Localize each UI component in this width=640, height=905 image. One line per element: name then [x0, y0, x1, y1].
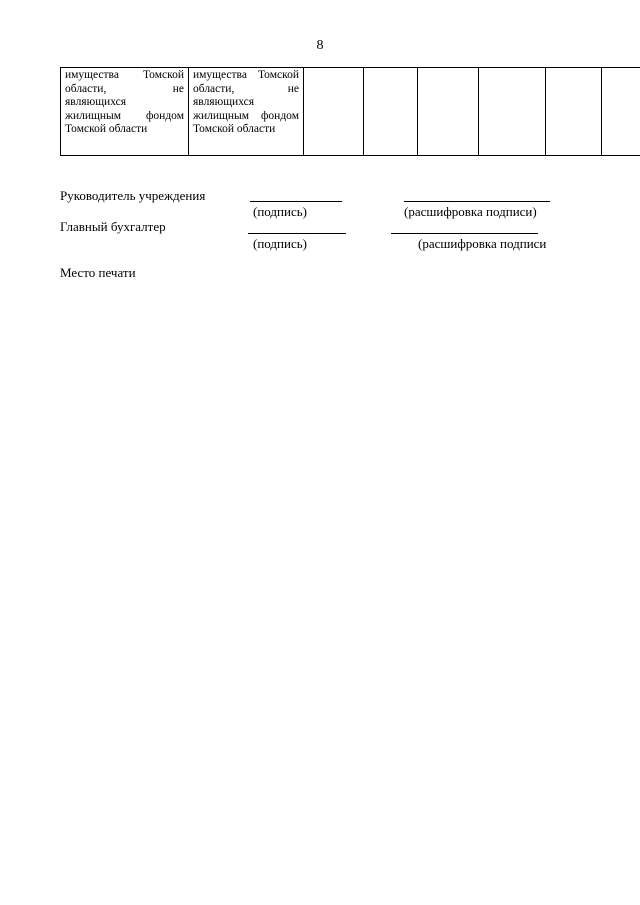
head-decode-caption: (расшифровка подписи): [404, 204, 537, 219]
stamp-label: Место печати: [60, 265, 136, 280]
table-row: [61, 68, 640, 156]
table-cell: [364, 68, 418, 156]
head-label: Руководитель учреждения: [60, 188, 206, 203]
table-cell: [602, 68, 640, 156]
accountant-label: Главный бухгалтер: [60, 219, 166, 234]
accountant-sign-line: [248, 233, 346, 234]
accountant-decode-caption: (расшифровка подписи: [418, 236, 547, 251]
table-cell: [418, 68, 479, 156]
head-sign-caption: (подпись): [253, 204, 307, 219]
table-cell: [546, 68, 602, 156]
table-cell: имущества Томской области, не являющихся жилищным фондом Томской области: [61, 68, 189, 156]
accountant-decode-line: [391, 233, 538, 234]
table-cell: [479, 68, 546, 156]
page-number: 8: [316, 38, 324, 53]
accountant-sign-caption: (подпись): [253, 236, 307, 251]
head-decode-line: [404, 201, 550, 202]
head-sign-line: [250, 201, 342, 202]
table-cell: имущества Томской области, не являющихся жилищным фондом Томской области: [189, 68, 304, 156]
table-cell: [304, 68, 364, 156]
continuation-table: [60, 67, 640, 156]
